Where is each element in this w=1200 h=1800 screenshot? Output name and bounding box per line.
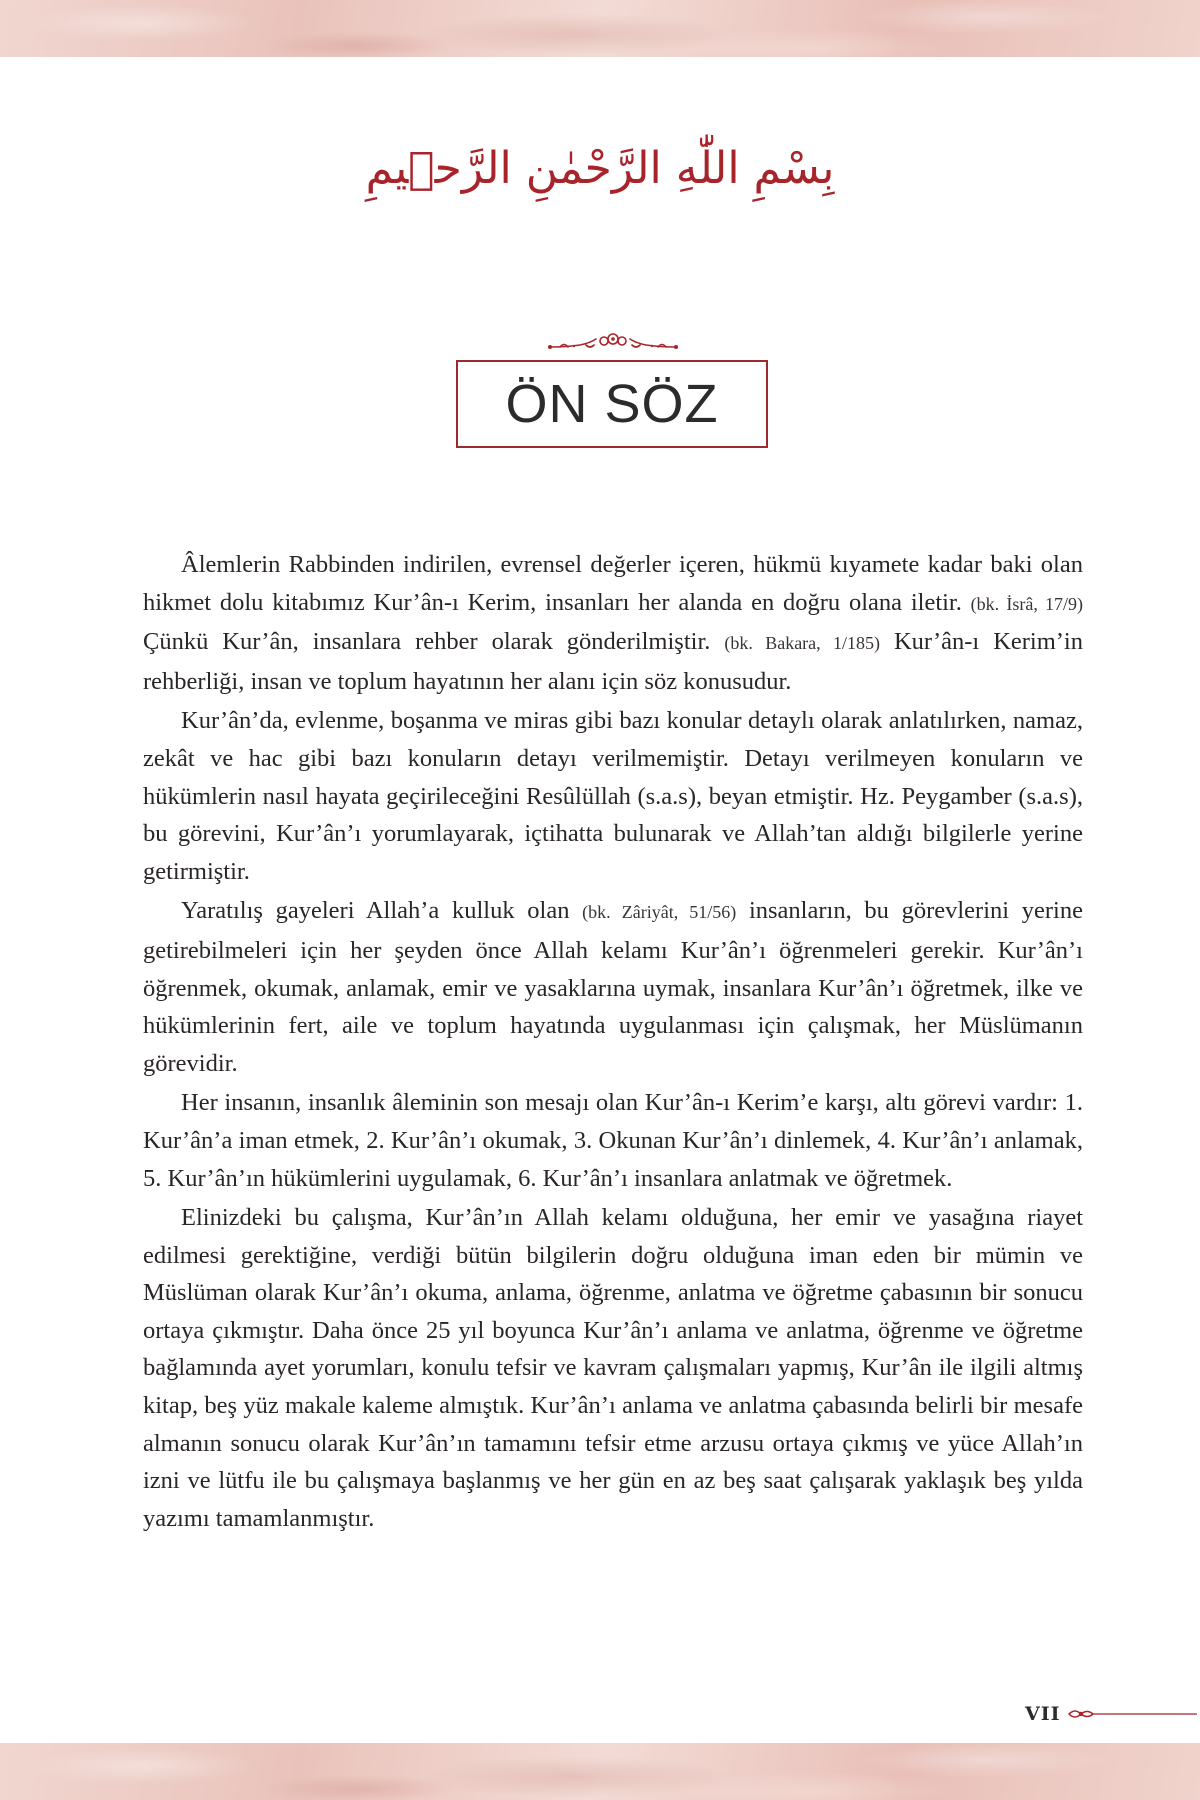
paragraph-2 xyxy=(143,702,1083,890)
basmala-calligraphy: بِسْمِ اللّٰهِ الرَّحْمٰنِ الرَّح۪يمِ xyxy=(365,143,835,194)
reference-isra: (bk. İsrâ, 17/9) xyxy=(970,593,1083,614)
paragraph-3-text-b: insanların, bu görevlerini yerine getirebilmeleri için her şeyden önce Allah kelamı Kur’ân’ı öğrenmeleri gerekir. Kur’ân’ı öğrenmek, okumak, anlamak, emir ve yasaklarına uymak, insanlara Kur’ân’ı öğretmek, ilke ve hükümlerinin fert, aile ve toplum hayatında uygulanması için çalışmak, her Müslümanın görevidir. xyxy=(143,897,1083,1077)
paragraph-1 xyxy=(143,546,1083,700)
paragraph-1-text-c: Kur’ân-ı Kerim’in rehberliği, insan ve toplum hayatının her alanı için söz konusudur. xyxy=(143,628,1083,695)
paragraph-1-text-a: Âlemlerin Rabbinden indirilen, evrensel değerler içeren, hükmü kıyamete kadar baki olan hikmet dolu kitabımız Kur’ân-ı Kerim, insanları her alanda en doğru olana iletir. xyxy=(143,551,1083,616)
decorative-bottom-band xyxy=(0,1743,1200,1800)
page-title: ÖN SÖZ xyxy=(505,374,719,434)
decorative-top-band xyxy=(0,0,1200,57)
paragraph-1-text-b: Çünkü Kur’ân, insanlara rehber olarak gönderilmiştir. xyxy=(143,628,725,656)
page-number-footer xyxy=(1025,1700,1200,1728)
reference-bakara: (bk. Bakara, 1/185) xyxy=(724,633,880,654)
reference-zariyat: (bk. Zâriyât, 51/56) xyxy=(582,902,737,923)
preface-body xyxy=(143,546,1083,1539)
paragraph-4-text: Her insanın, insanlık âleminin son mesajı olan Kur’ân-ı Kerim’e karşı, altı görevi vardır: 1. Kur’ân’a iman etmek, 2. Kur’ân’ı okumak, 3. Okunan Kur’ân’ı dinlemek, 4. Kur’ân’ı anlamak, 5. Kur’ân’ın hükümlerini uygulamak, 6. Kur’ân’ı insanlara anlatmak ve öğretmek. xyxy=(143,1089,1083,1192)
paragraph-5 xyxy=(143,1199,1083,1537)
paragraph-3-text-a: Yaratılış gayeleri Allah’a kulluk olan xyxy=(181,897,583,925)
title-frame xyxy=(456,360,768,448)
floral-ornament-icon xyxy=(546,332,680,354)
page-number: VII xyxy=(1025,1703,1061,1725)
paragraph-3 xyxy=(143,892,1083,1082)
paragraph-4 xyxy=(143,1084,1083,1197)
paragraph-2-text: Kur’ân’da, evlenme, boşanma ve miras gibi bazı konular detaylı olarak anlatılırken, namaz, zekât ve hac gibi bazı konuların detayı verilmemiştir. Detayı verilmeyen konuların ve hükümlerin nasıl hayata geçirileceğini Resûlüllah (s.a.s), beyan etmiştir. Hz. Peygamber (s.a.s), bu görevini, Kur’ân’ı yorumlayarak, içtihatta bulunarak ve Allah’tan aldığı bilgilerle yerine getirmiştir. xyxy=(143,707,1083,885)
paragraph-5-text: Elinizdeki bu çalışma, Kur’ân’ın Allah kelamı olduğuna, her emir ve yasağına riayet edilmesi gerektiğine, verdiği bütün bilgilerin doğru olduğuna iman eden bir mümin ve Müslüman olarak Kur’ân’ı okuma, anlama, öğrenme, anlatma ve öğretme çabasının bir sonucu ortaya çıkmıştır. Daha önce 25 yıl boyunca Kur’ân’ı anlama ve anlatma, öğrenme ve öğretme bağlamında ayet yorumları, konulu tefsir ve kavram çalışmaları yapmış, Kur’ân ile ilgili altmış kitap, beş yüz makale kaleme almıştık. Kur’ân’ı anlama ve anlatma çabasında belirli bir mesafe almanın sonucu olarak Kur’ân’ın tamamını tefsir etme arzusu ortaya çıkmış ve yüce Allah’ın izni ve lütfu ile bu çalışmaya başlanmış ve her gün en az beş saat çalışarak yaklaşık beş yılda yazımı tamamlanmıştır. xyxy=(143,1204,1083,1532)
page-number-flourish-icon xyxy=(1067,1706,1197,1722)
